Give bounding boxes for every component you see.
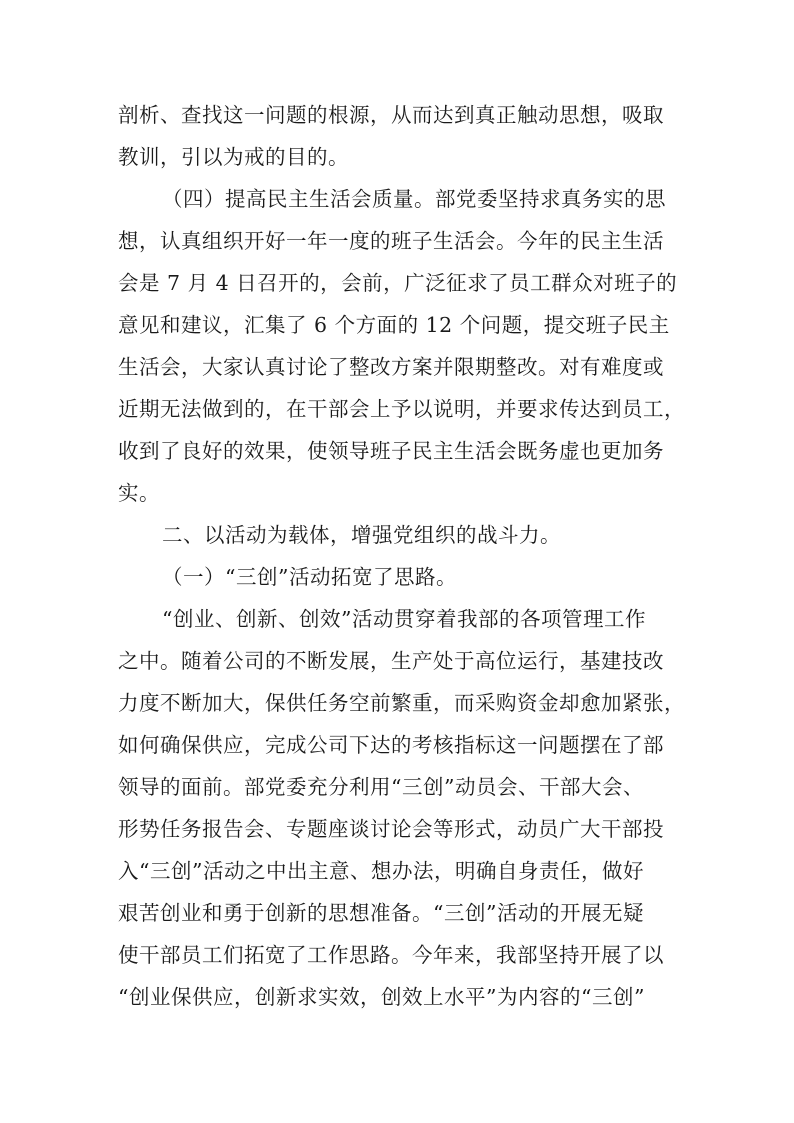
text-line: 会是 7 月 4 日召开的，会前，广泛征求了员工群众对班子的 <box>118 271 678 295</box>
text-line: 实。 <box>118 481 160 505</box>
text-line: 使干部员工们拓宽了工作思路。今年来，我部坚持开展了以 <box>118 943 664 967</box>
text-line: 近期无法做到的，在干部会上予以说明，并要求传达到员工， <box>118 397 685 421</box>
section-heading: （一）“三创”活动拓宽了思路。 <box>162 565 457 589</box>
text-line: 教训，引以为戒的目的。 <box>118 145 349 169</box>
text-line: 如何确保供应，完成公司下达的考核指标这一问题摆在了部 <box>118 733 664 757</box>
text-line: 形势任务报告会、专题座谈讨论会等形式，动员广大干部投 <box>118 817 664 841</box>
text-line: 想，认真组织开好一年一度的班子生活会。今年的民主生活 <box>118 229 664 253</box>
text-line: 艰苦创业和勇于创新的思想准备。“三创”活动的开展无疑 <box>118 901 644 925</box>
text-line: 力度不断加大，保供任务空前繁重，而采购资金却愈加紧张， <box>118 691 685 715</box>
text-line: 入“三创”活动之中出主意、想办法，明确自身责任，做好 <box>118 859 644 883</box>
section-heading: 二、以活动为载体，增强党组织的战斗力。 <box>162 523 561 547</box>
section-heading: （四）提高民主生活会质量。部党委坚持求真务实的思 <box>162 187 666 211</box>
text-line: 之中。随着公司的不断发展，生产处于高位运行，基建技改 <box>118 649 664 673</box>
text-line: 生活会，大家认真讨论了整改方案并限期整改。对有难度或 <box>118 355 664 379</box>
text-line: 收到了良好的效果，使领导班子民主生活会既务虚也更加务 <box>118 439 664 463</box>
text-line: “创业、创新、创效”活动贯穿着我部的各项管理工作 <box>162 607 646 631</box>
text-line: 剖析、查找这一问题的根源，从而达到真正触动思想，吸取 <box>118 103 664 127</box>
text-line: 意见和建议，汇集了 6 个方面的 12 个问题，提交班子民主 <box>118 313 670 337</box>
text-line: “创业保供应，创新求实效，创效上水平”为内容的“三创” <box>118 985 645 1009</box>
text-line: 领导的面前。部党委充分利用“三创”动员会、干部大会、 <box>118 775 644 799</box>
